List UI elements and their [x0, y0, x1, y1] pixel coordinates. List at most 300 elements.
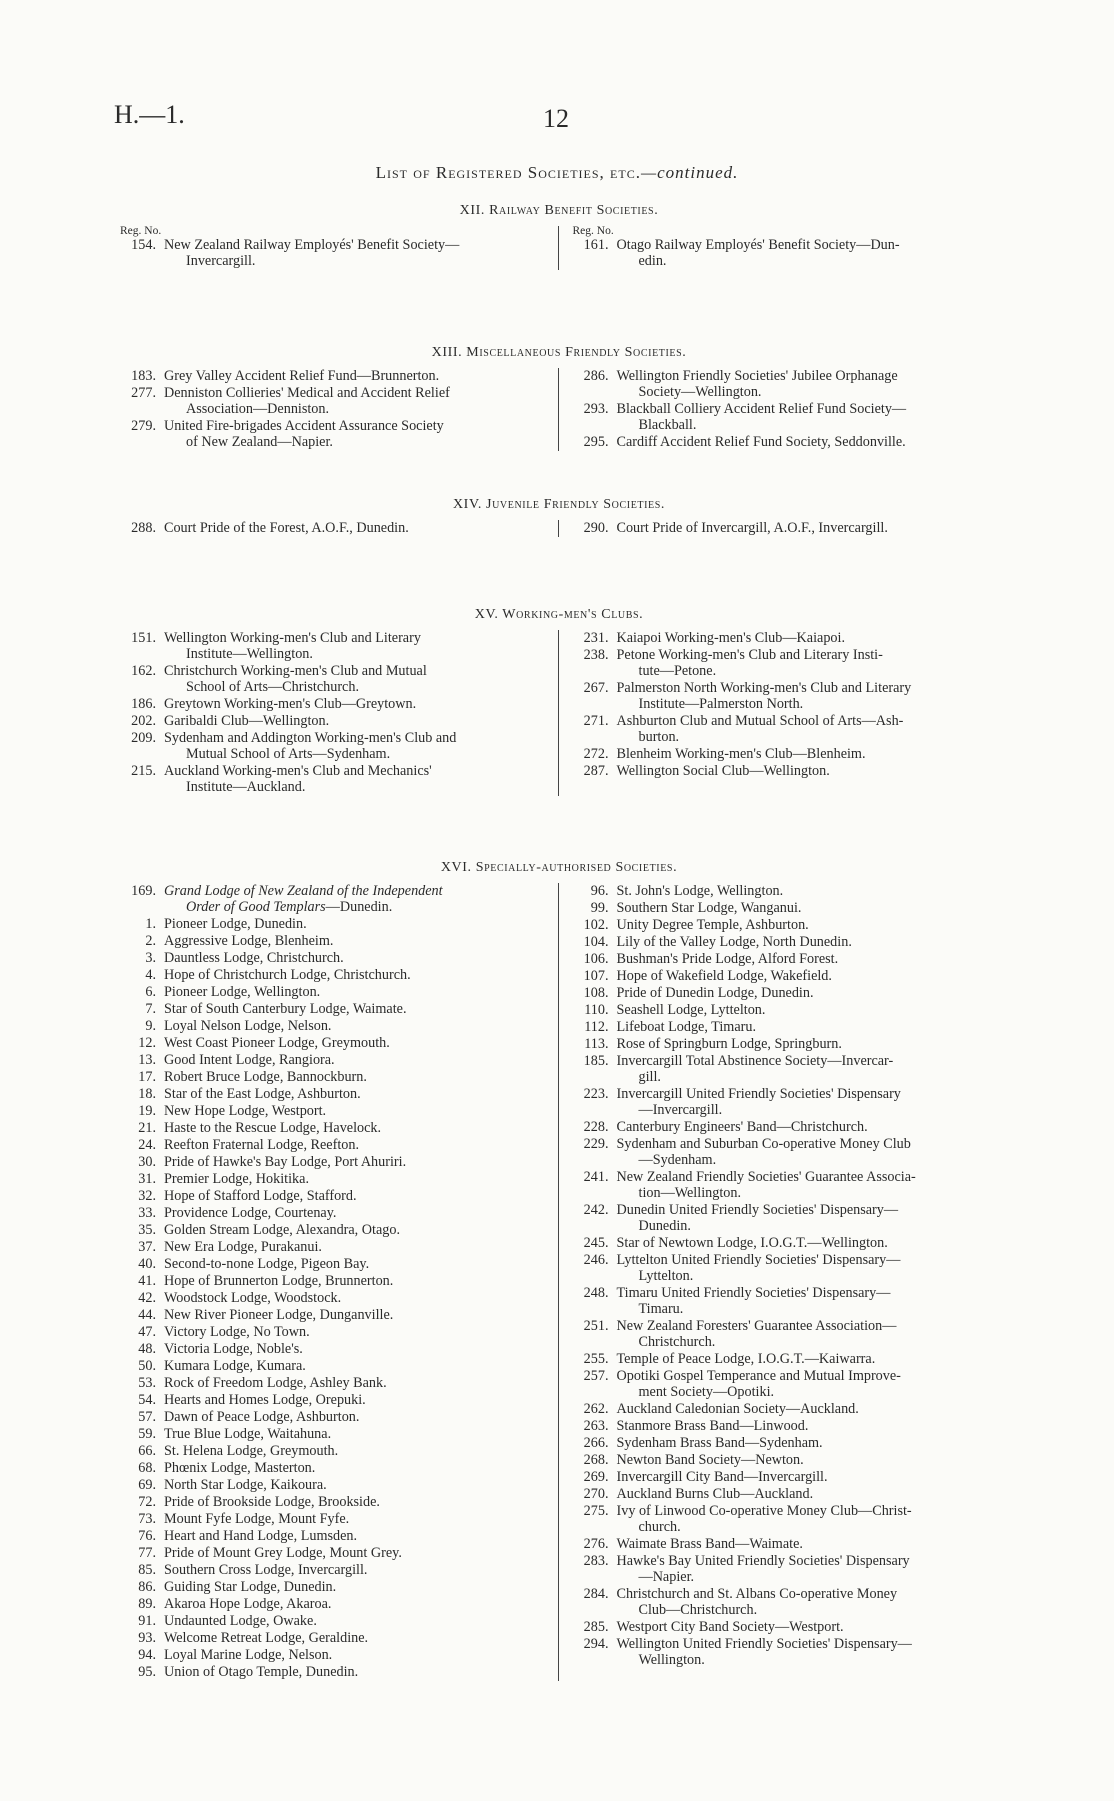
entry-line: Southern Cross Lodge, Invercargill.	[164, 1562, 368, 1578]
list-item	[573, 1318, 999, 1350]
list-item	[120, 1171, 546, 1187]
reg-number: 267.	[583, 680, 609, 696]
entry-text	[164, 1426, 546, 1442]
entry-text	[164, 663, 546, 695]
entry-line: Unity Degree Temple, Ashburton.	[616, 917, 809, 933]
reg-number: 228.	[583, 1119, 609, 1135]
reg-number: 24.	[138, 1137, 156, 1153]
list-item	[573, 1486, 999, 1502]
reg-number: 1.	[145, 916, 156, 932]
list-item	[573, 237, 999, 269]
entry-line: Loyal Nelson Lodge, Nelson.	[164, 1018, 332, 1034]
reg-number: 96.	[590, 883, 609, 899]
list-item	[120, 1052, 546, 1068]
reg-number: 241.	[583, 1169, 609, 1185]
reg-number: 37.	[138, 1239, 156, 1255]
entry-line: Wellington Social Club—Wellington.	[616, 763, 830, 779]
list-item	[120, 1579, 546, 1595]
reg-number: 102.	[583, 917, 609, 933]
list-item	[120, 713, 546, 729]
reg-number: 91.	[138, 1613, 156, 1629]
entry-line: Hope of Brunnerton Lodge, Brunnerton.	[164, 1273, 394, 1289]
entry-line: tute—Petone.	[638, 663, 717, 679]
reg-number: 72.	[138, 1494, 156, 1510]
reg-number: 276.	[583, 1536, 609, 1552]
entry-text	[164, 1222, 546, 1238]
list-item	[573, 1136, 999, 1168]
entry-line: Hawke's Bay United Friendly Societies' Dispensary	[616, 1553, 910, 1569]
entry-line: Invercargill Total Abstinence Society—Invercar-	[616, 1053, 894, 1069]
entry-text	[617, 1318, 999, 1350]
entry-text	[617, 1619, 999, 1635]
reg-number: 33.	[138, 1205, 156, 1221]
entry-text	[164, 1647, 546, 1663]
section-heading	[120, 860, 998, 876]
entry-text	[617, 968, 999, 984]
reg-number: 44.	[138, 1307, 156, 1323]
entry-line: Institute—Auckland.	[186, 779, 306, 795]
two-column-list	[120, 520, 998, 537]
reg-number: 21.	[138, 1120, 156, 1136]
list-item	[120, 520, 546, 536]
entry-line: Lifeboat Lodge, Timaru.	[616, 1019, 756, 1035]
reg-number: 66.	[138, 1443, 156, 1459]
entry-line: Woodstock Lodge, Woodstock.	[164, 1290, 342, 1306]
list-item	[573, 1351, 999, 1367]
entry-line: Order of Good Templars—Dunedin.	[186, 899, 393, 915]
right-column	[558, 883, 999, 1681]
list-item	[120, 984, 546, 1000]
entry-text	[164, 763, 546, 795]
entry-line: Court Pride of Invercargill, A.O.F., Invercargill.	[616, 520, 888, 536]
entry-line: Dunedin United Friendly Societies' Dispensary—	[616, 1202, 899, 1218]
entry-line: Westport City Band Society—Westport.	[616, 1619, 844, 1635]
list-item	[120, 385, 546, 417]
list-item	[573, 434, 999, 450]
right-column	[558, 226, 999, 270]
reg-number: 202.	[131, 713, 156, 729]
entry-line: St. John's Lodge, Wellington.	[616, 883, 784, 899]
entry-text	[617, 1169, 999, 1201]
entry-text	[164, 1392, 546, 1408]
list-item	[120, 1341, 546, 1357]
reg-number: 17.	[138, 1069, 156, 1085]
entry-text	[164, 1630, 546, 1646]
list-item	[120, 1154, 546, 1170]
reg-number: 272.	[583, 746, 609, 762]
list-item	[573, 1536, 999, 1552]
entry-text	[164, 520, 546, 536]
list-item	[120, 1001, 546, 1017]
entry-text	[617, 368, 999, 400]
entry-text	[164, 967, 546, 983]
reg-number: 59.	[138, 1426, 156, 1442]
entry-line: Lyttelton.	[638, 1268, 694, 1284]
entry-line: Hope of Stafford Lodge, Stafford.	[164, 1188, 357, 1204]
entry-line: Auckland Working-men's Club and Mechanics'	[164, 763, 432, 779]
list-item	[120, 1375, 546, 1391]
reg-number: 76.	[138, 1528, 156, 1544]
list-item	[573, 1252, 999, 1284]
entry-line: Robert Bruce Lodge, Bannockburn.	[164, 1069, 367, 1085]
reg-number: 287.	[583, 763, 609, 779]
entry-text	[164, 1171, 546, 1187]
entry-text	[617, 951, 999, 967]
list-item	[120, 1324, 546, 1340]
entry-line: Bushman's Pride Lodge, Alford Forest.	[616, 951, 839, 967]
reg-number: 269.	[583, 1469, 609, 1485]
entry-line: Dunedin.	[638, 1218, 691, 1234]
entry-text	[164, 1579, 546, 1595]
list-item	[120, 1664, 546, 1680]
entry-text	[164, 1443, 546, 1459]
entry-text	[164, 1256, 546, 1272]
list-item	[573, 520, 999, 536]
entry-text	[617, 401, 999, 433]
right-column	[558, 520, 999, 537]
list-item	[573, 1619, 999, 1635]
list-item	[573, 1235, 999, 1251]
list-item	[573, 647, 999, 679]
page-title	[0, 163, 1114, 183]
reg-number: 107.	[583, 968, 609, 984]
list-item	[120, 1239, 546, 1255]
reg-number: 257.	[583, 1368, 609, 1384]
entry-line: Palmerston North Working-men's Club and Literary	[616, 680, 912, 696]
entry-line: Star of Newtown Lodge, I.O.G.T.—Wellington.	[616, 1235, 888, 1251]
entry-text	[617, 934, 999, 950]
entry-text	[164, 1035, 546, 1051]
entry-text	[164, 1290, 546, 1306]
list-item	[573, 985, 999, 1001]
list-item	[120, 883, 546, 915]
entry-text	[617, 1368, 999, 1400]
list-item	[573, 1418, 999, 1434]
reg-number: 151.	[131, 630, 156, 646]
entry-line: School of Arts—Christchurch.	[186, 679, 359, 695]
entry-line: Pride of Brookside Lodge, Brookside.	[164, 1494, 380, 1510]
reg-number: 231.	[583, 630, 609, 646]
entry-line: Timaru United Friendly Societies' Dispensary—	[616, 1285, 891, 1301]
entry-line: —Napier.	[638, 1569, 695, 1585]
entry-text	[164, 368, 546, 384]
entry-text	[164, 1511, 546, 1527]
entry-line: Victory Lodge, No Town.	[164, 1324, 310, 1340]
entry-line: Welcome Retreat Lodge, Geraldine.	[164, 1630, 369, 1646]
reg-number: 295.	[583, 434, 609, 450]
reg-number: 19.	[138, 1103, 156, 1119]
entry-line: Newton Band Society—Newton.	[616, 1452, 804, 1468]
page-number: 12	[543, 104, 569, 133]
list-item	[120, 237, 546, 269]
list-item	[573, 1285, 999, 1317]
entry-text	[617, 1002, 999, 1018]
entry-line: New Hope Lodge, Westport.	[164, 1103, 327, 1119]
list-item	[120, 1494, 546, 1510]
entry-line: Invercargill.	[186, 253, 256, 269]
entry-line: Aggressive Lodge, Blenheim.	[164, 933, 334, 949]
entry-text	[617, 1053, 999, 1085]
entry-line: Pride of Dunedin Lodge, Dunedin.	[616, 985, 814, 1001]
section-railway-benefit	[120, 203, 998, 270]
reg-number: 290.	[583, 520, 609, 536]
entry-line: Institute—Palmerston North.	[638, 696, 804, 712]
entry-text	[617, 1636, 999, 1668]
entry-line: Denniston Collieries' Medical and Accident Relief	[164, 385, 450, 401]
entry-line: —Invercargill.	[638, 1102, 723, 1118]
entry-text	[617, 647, 999, 679]
reg-number: 277.	[131, 385, 156, 401]
entry-text	[617, 434, 999, 450]
entry-line: Akaroa Hope Lodge, Akaroa.	[164, 1596, 332, 1612]
entry-text	[164, 1341, 546, 1357]
entry-text	[164, 1307, 546, 1323]
entry-line: Providence Lodge, Courtenay.	[164, 1205, 337, 1221]
list-item	[120, 1443, 546, 1459]
list-item	[120, 1528, 546, 1544]
list-item	[120, 1120, 546, 1136]
reg-number: 271.	[583, 713, 609, 729]
entry-text	[164, 1409, 546, 1425]
entry-text	[617, 630, 999, 646]
entry-line: Auckland Burns Club—Auckland.	[616, 1486, 814, 1502]
reg-number: 266.	[583, 1435, 609, 1451]
entry-text	[617, 763, 999, 779]
reg-number: 47.	[138, 1324, 156, 1340]
list-item	[120, 1086, 546, 1102]
list-item	[120, 663, 546, 695]
entry-text	[617, 1019, 999, 1035]
section-miscellaneous-friendly	[120, 345, 998, 451]
entry-text	[164, 1086, 546, 1102]
reg-number: 4.	[145, 967, 156, 983]
left-column	[120, 226, 558, 270]
entry-text	[617, 1036, 999, 1052]
section-heading	[120, 203, 998, 219]
section-working-mens-clubs	[120, 607, 998, 796]
entry-text	[164, 1239, 546, 1255]
entry-line: Blenheim Working-men's Club—Blenheim.	[616, 746, 866, 762]
entry-text	[164, 696, 546, 712]
section-heading	[120, 497, 998, 513]
entry-suffix: —Dunedin.	[325, 899, 393, 915]
reg-number: 53.	[138, 1375, 156, 1391]
reg-number: 40.	[138, 1256, 156, 1272]
reg-number: 54.	[138, 1392, 156, 1408]
entry-line: Grand Lodge of New Zealand of the Independent	[164, 883, 443, 899]
reg-number: 284.	[583, 1586, 609, 1602]
entry-line: Mount Fyfe Lodge, Mount Fyfe.	[164, 1511, 350, 1527]
entry-line: Heart and Hand Lodge, Lumsden.	[164, 1528, 358, 1544]
entry-line: Invercargill United Friendly Societies' Dispensary	[616, 1086, 901, 1102]
entry-line: Kumara Lodge, Kumara.	[164, 1358, 306, 1374]
section-specially-authorised	[120, 860, 998, 1681]
entry-text	[164, 1273, 546, 1289]
reg-number: 41.	[138, 1273, 156, 1289]
reg-number: 186.	[131, 696, 156, 712]
entry-line: Blackball Colliery Accident Relief Fund Society—	[616, 401, 907, 417]
entry-line: Wellington Working-men's Club and Literary	[164, 630, 421, 646]
reg-number: 293.	[583, 401, 609, 417]
entry-line: North Star Lodge, Kaikoura.	[164, 1477, 327, 1493]
list-item	[573, 951, 999, 967]
list-item	[120, 368, 546, 384]
section-heading-text: XVI. Specially-authorised Societies.	[440, 860, 678, 875]
list-item	[120, 950, 546, 966]
entry-line: Union of Otago Temple, Dunedin.	[164, 1664, 359, 1680]
entry-line: Loyal Marine Lodge, Nelson.	[164, 1647, 333, 1663]
reg-number: 104.	[583, 934, 609, 950]
entry-line: Kaiapoi Working-men's Club—Kaiapoi.	[616, 630, 846, 646]
list-item	[120, 1103, 546, 1119]
reg-number: 294.	[583, 1636, 609, 1652]
entry-text	[164, 1545, 546, 1561]
entry-line: Haste to the Rescue Lodge, Havelock.	[164, 1120, 382, 1136]
list-item	[120, 1562, 546, 1578]
entry-line: Dauntless Lodge, Christchurch.	[164, 950, 344, 966]
entry-line: burton.	[638, 729, 680, 745]
reg-number: 57.	[138, 1409, 156, 1425]
reg-number: 2.	[145, 933, 156, 949]
entry-text	[617, 1536, 999, 1552]
entry-text	[617, 1586, 999, 1618]
reg-number: 48.	[138, 1341, 156, 1357]
list-item	[573, 1053, 999, 1085]
page-identifier: H.—1.	[114, 100, 185, 129]
list-item	[573, 1586, 999, 1618]
entry-line: Hope of Wakefield Lodge, Wakefield.	[616, 968, 832, 984]
entry-text	[164, 1477, 546, 1493]
entry-line: New Era Lodge, Purakanui.	[164, 1239, 322, 1255]
reg-number: 112.	[584, 1019, 609, 1035]
page-title-main: List of Registered Societies, etc.	[375, 163, 641, 182]
list-item	[120, 1035, 546, 1051]
entry-text	[164, 916, 546, 932]
reg-number: 86.	[138, 1579, 156, 1595]
entry-text	[164, 1664, 546, 1680]
entry-text	[617, 985, 999, 1001]
entry-text	[164, 1613, 546, 1629]
reg-number: 242.	[583, 1202, 609, 1218]
reg-number: 209.	[131, 730, 156, 746]
entry-text	[164, 1494, 546, 1510]
entry-line: Rose of Springburn Lodge, Springburn.	[616, 1036, 842, 1052]
list-item	[573, 401, 999, 433]
entry-text	[164, 418, 546, 450]
entry-line: New Zealand Foresters' Guarantee Association—	[616, 1318, 897, 1334]
list-item	[573, 1503, 999, 1535]
entry-text	[617, 1469, 999, 1485]
entry-line: True Blue Lodge, Waitahuna.	[164, 1426, 332, 1442]
reg-number: 95.	[138, 1664, 156, 1680]
left-column	[120, 520, 558, 537]
entry-line: Stanmore Brass Band—Linwood.	[616, 1418, 809, 1434]
reg-number: 35.	[138, 1222, 156, 1238]
reg-number: 68.	[138, 1460, 156, 1476]
list-item	[120, 1545, 546, 1561]
entry-line: Garibaldi Club—Wellington.	[164, 713, 330, 729]
reg-number: 108.	[583, 985, 609, 1001]
entry-line: tion—Wellington.	[638, 1185, 741, 1201]
entry-line: St. Helena Lodge, Greymouth.	[164, 1443, 339, 1459]
entry-line: Sydenham and Addington Working-men's Club and	[164, 730, 457, 746]
entry-text	[617, 1503, 999, 1535]
entry-line: Golden Stream Lodge, Alexandra, Otago.	[164, 1222, 400, 1238]
entry-text	[164, 1120, 546, 1136]
reg-number: 73.	[138, 1511, 156, 1527]
reg-number: 279.	[131, 418, 156, 434]
entry-text	[164, 1324, 546, 1340]
reg-number: 268.	[583, 1452, 609, 1468]
entry-line: New River Pioneer Lodge, Dunganville.	[164, 1307, 394, 1323]
entry-line: gill.	[638, 1069, 661, 1085]
entry-line: Rock of Freedom Lodge, Ashley Bank.	[164, 1375, 387, 1391]
reg-number: 89.	[138, 1596, 156, 1612]
entry-line: ment Society—Opotiki.	[638, 1384, 775, 1400]
entry-text	[617, 1435, 999, 1451]
entry-text	[164, 1596, 546, 1612]
entry-text	[617, 237, 999, 269]
list-item	[573, 630, 999, 646]
list-item	[573, 1169, 999, 1201]
entry-text	[164, 933, 546, 949]
entry-line: Good Intent Lodge, Rangiora.	[164, 1052, 335, 1068]
entry-line: Petone Working-men's Club and Literary Insti-	[616, 647, 883, 663]
entry-line: Reefton Fraternal Lodge, Reefton.	[164, 1137, 360, 1153]
reg-number: 270.	[583, 1486, 609, 1502]
entry-line: Lily of the Valley Lodge, North Dunedin.	[616, 934, 852, 950]
list-item	[573, 680, 999, 712]
reg-number: 154.	[131, 237, 156, 253]
reg-number: 99.	[590, 900, 609, 916]
entry-text	[617, 1285, 999, 1317]
reg-number: 275.	[583, 1503, 609, 1519]
list-item	[573, 1452, 999, 1468]
list-item	[120, 763, 546, 795]
entry-text	[617, 1351, 999, 1367]
reg-number: 288.	[131, 520, 156, 536]
entry-line: Lyttelton United Friendly Societies' Dispensary—	[616, 1252, 901, 1268]
entry-line: West Coast Pioneer Lodge, Greymouth.	[164, 1035, 390, 1051]
entry-text	[617, 1202, 999, 1234]
entry-line: Pride of Mount Grey Lodge, Mount Grey.	[164, 1545, 402, 1561]
reg-no-label: Reg. No.	[120, 225, 162, 237]
entry-line: Undaunted Lodge, Owake.	[164, 1613, 317, 1629]
entry-text	[164, 713, 546, 729]
entry-line: Opotiki Gospel Temperance and Mutual Improve-	[616, 1368, 901, 1384]
list-item	[120, 1596, 546, 1612]
list-item	[120, 1392, 546, 1408]
entry-line: Pioneer Lodge, Dunedin.	[164, 916, 307, 932]
reg-number: 3.	[145, 950, 156, 966]
entry-text	[617, 900, 999, 916]
list-item	[573, 1401, 999, 1417]
reg-number: 9.	[145, 1018, 156, 1034]
entry-line: Victoria Lodge, Noble's.	[164, 1341, 303, 1357]
list-item	[573, 968, 999, 984]
section-heading-text: XIII. Miscellaneous Friendly Societies.	[431, 345, 687, 360]
entry-text	[164, 1103, 546, 1119]
list-item	[573, 746, 999, 762]
reg-number: 251.	[583, 1318, 609, 1334]
entry-text	[164, 1154, 546, 1170]
entry-text	[164, 984, 546, 1000]
entry-text	[617, 1119, 999, 1135]
entry-text	[617, 713, 999, 745]
reg-number: 12.	[138, 1035, 156, 1051]
list-item	[120, 916, 546, 932]
entry-text	[164, 1001, 546, 1017]
